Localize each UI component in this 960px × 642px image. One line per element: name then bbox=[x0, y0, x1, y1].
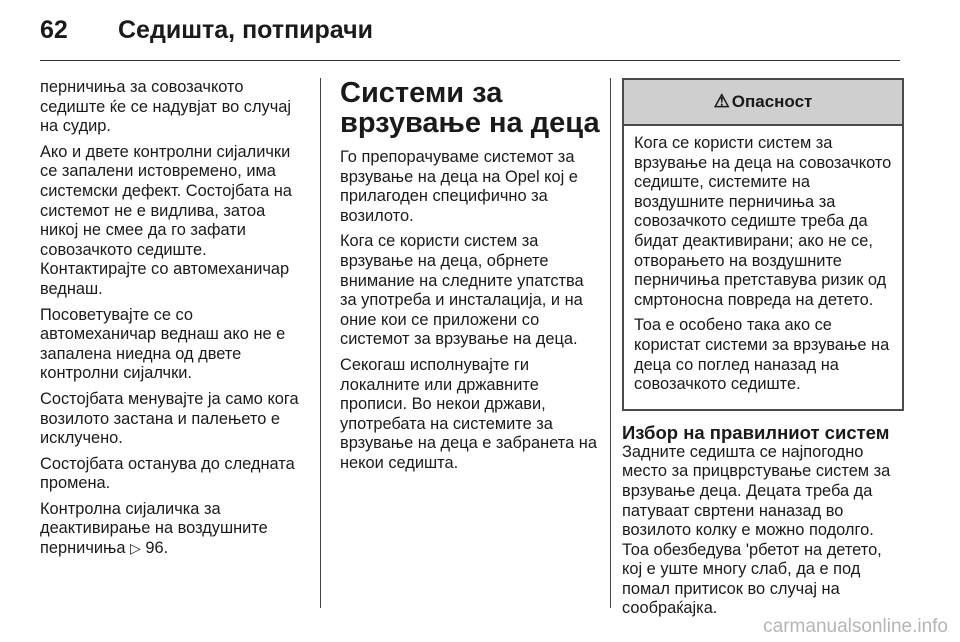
paragraph: Состојбата останува до следната промена. bbox=[40, 454, 295, 493]
paragraph: Секогаш исполнувајте ги локалните или државните прописи. Во некои држави, употребата на системите за врзување на деца е забранета на некои седишта. bbox=[340, 355, 597, 472]
paragraph: Го препорачуваме системот за врзување на деца на Opel кој е прилагоден специфично за возилото. bbox=[340, 148, 578, 225]
warning-triangle-icon: ⚠ bbox=[713, 91, 730, 112]
subsection-heading: Избор на правилниот систем bbox=[622, 421, 890, 443]
column-divider bbox=[610, 78, 611, 608]
paragraph: перничиња за совозачкото седиште ќе се надувјат во случај на судир. bbox=[40, 78, 292, 136]
section-heading: Системи за врзување на деца bbox=[340, 77, 600, 139]
paragraph: Ако и двете контролни сијалички се запалени истовремено, има системски дефект. Состојбата на системот не е видлива, затоа никој не смее да го зафати совозачкото седиште. Контактирајте со автомеханичар веднаш. bbox=[40, 142, 292, 298]
column-left bbox=[40, 78, 308, 565]
paragraph: Посоветувајте се со автомеханичар веднаш ако не е запалена ниедна од двете контролни сијалчки. bbox=[40, 305, 286, 383]
paragraph: Кога се користи систем за врзување на деца, обрнете внимание на следните упатства за употреба и инсталација, и на оние кои се приложени со системот за врзување на деца. bbox=[340, 232, 584, 349]
page-reference[interactable]: 96. bbox=[145, 539, 169, 558]
column-middle bbox=[340, 78, 602, 480]
paragraph: Задните седишта се најпогодно место за прицврстување систем за врзување деца. Децата треба да патуваат свртени наназад во возилото колку е можно подолго. Тоа обезбедува 'рбетот на детето, кој е уште многу слаб, да е под помал притисок во случај на сообраќајка. bbox=[622, 442, 891, 618]
page-title: Седишта, потпирачи bbox=[118, 16, 373, 44]
paragraph-text: Контролна сијаличка за деактивирање на воздушните перничиња bbox=[40, 499, 268, 558]
paragraph-with-reference bbox=[40, 500, 308, 559]
warning-title: Опасност bbox=[731, 92, 813, 112]
column-divider bbox=[320, 78, 321, 608]
warning-body bbox=[624, 126, 902, 409]
watermark: carmanualsonline.info bbox=[763, 616, 948, 637]
warning-paragraph: Кога се користи систем за врзување на деца на совозачкото седиште, системите на воздушните перничиња за совозачкото седиште треба да бидат деактивирани; ако не се, отворањето на воздушните перничиња претставува ризик од смртоносна повреда на детето. bbox=[634, 134, 892, 309]
page-number: 62 bbox=[40, 16, 68, 44]
column-right bbox=[622, 78, 904, 625]
warning-box bbox=[622, 78, 904, 411]
warning-paragraph: Тоа е особено така ако се користат системи за врзување на деца со поглед наназад на совозачкото седиште. bbox=[634, 316, 890, 394]
arrow-right-icon: ▷ bbox=[130, 540, 141, 557]
paragraph: Состојбата менувајте ја само кога возилото застана и палењето е исклучено. bbox=[40, 389, 299, 448]
warning-header bbox=[624, 80, 902, 126]
page-header bbox=[40, 14, 900, 61]
